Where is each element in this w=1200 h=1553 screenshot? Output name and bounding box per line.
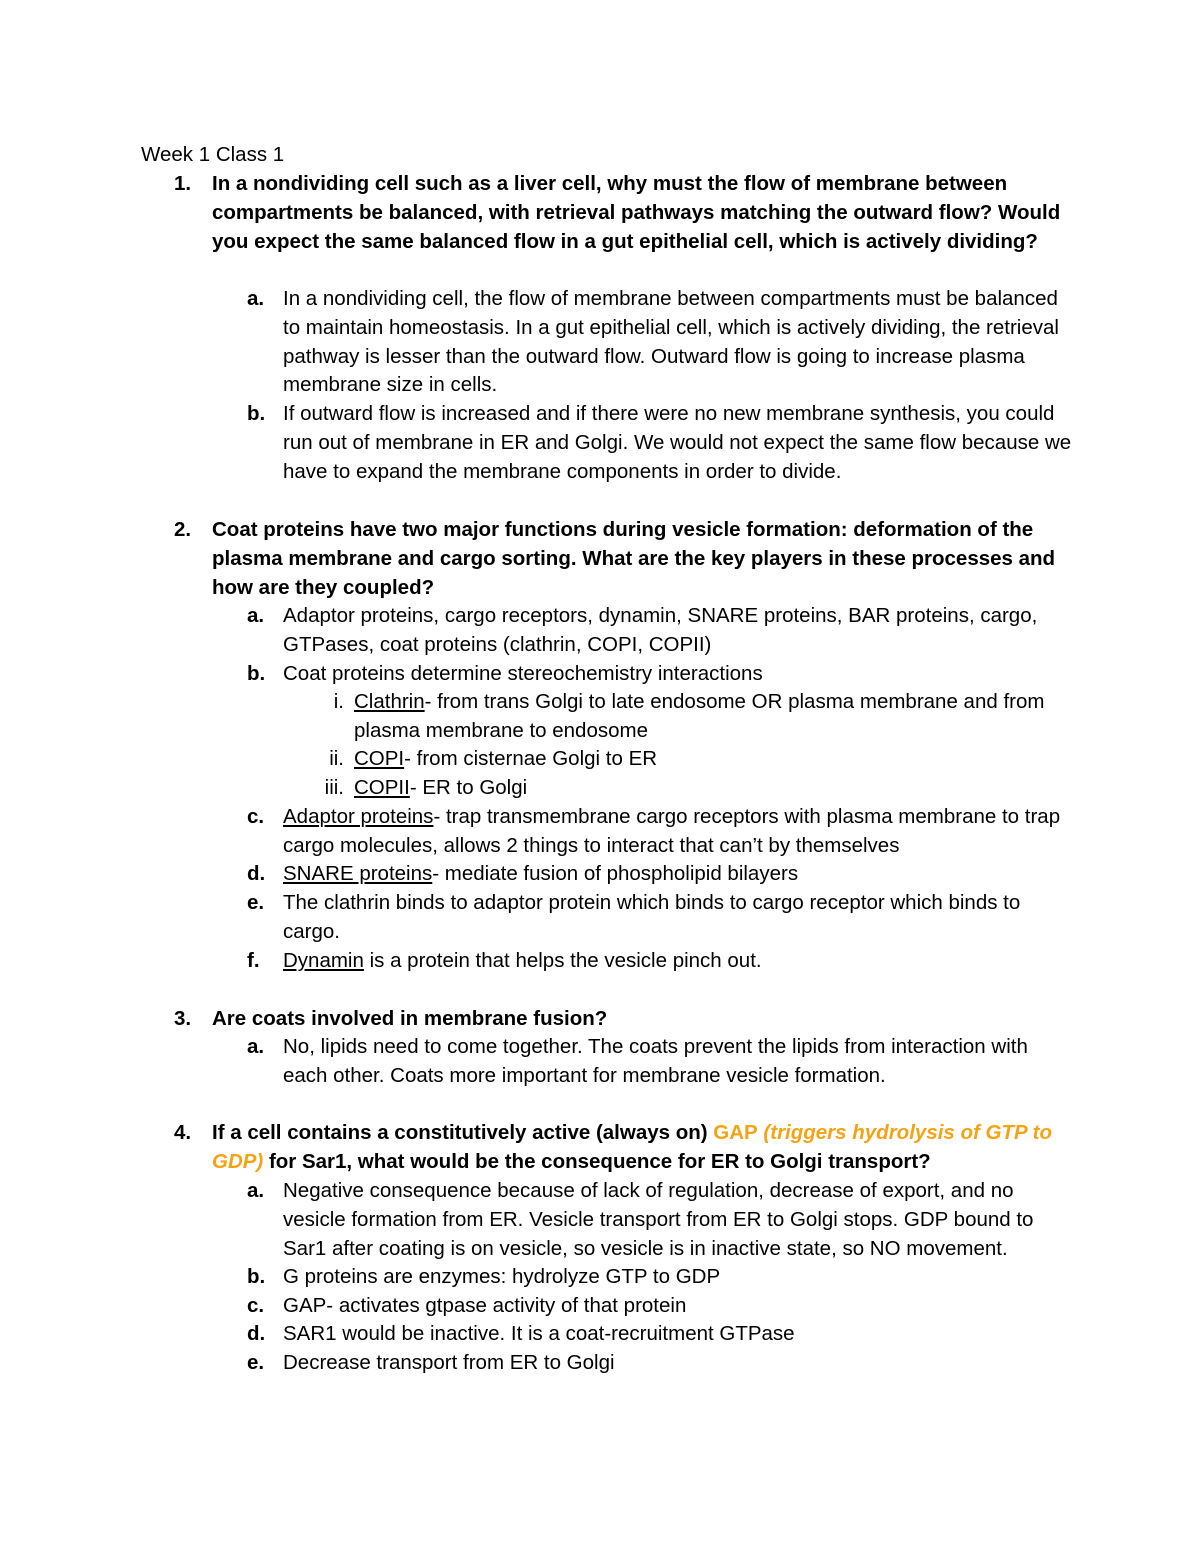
roman-numeral: iii. [324, 776, 344, 799]
answer-4e [247, 1349, 1073, 1378]
answer-text: No, lipids need to come together. The coats prevent the lipids from interaction with each other. Coats more important for membrane vesicle formation. [283, 1035, 1028, 1087]
answer-text: G proteins are enzymes: hydrolyze GTP to GDP [283, 1265, 721, 1288]
answer-letter: a. [247, 1035, 265, 1058]
answer-4c [247, 1292, 1073, 1321]
answer-text: - from cisternae Golgi to ER [404, 747, 658, 770]
term-copii: COPII [354, 776, 410, 799]
answer-text: Adaptor proteins, cargo receptors, dynamin, SNARE proteins, BAR proteins, cargo, GTPases, coat proteins (clathrin, COPI, COPII) [283, 604, 1038, 656]
answer-1b [247, 400, 1073, 486]
answer-text: Coat proteins determine stereochemistry interactions [283, 662, 763, 685]
answer-letter: b. [247, 662, 266, 685]
answer-letter: e. [247, 891, 265, 914]
answer-2c [247, 803, 1073, 861]
gap-note: (triggers hydrolysis of GTP to GDP) [212, 1121, 1052, 1173]
answer-letter: d. [247, 1322, 266, 1345]
answer-letter: c. [247, 1294, 265, 1317]
answer-3a [247, 1033, 1073, 1091]
question-1 [174, 170, 1072, 256]
question-number: 4. [174, 1121, 192, 1144]
question-number: 1. [174, 172, 192, 195]
answer-letter: a. [247, 604, 265, 627]
question-text: Are coats involved in membrane fusion? [212, 1007, 608, 1030]
term-snare-proteins: SNARE proteins [283, 862, 433, 885]
question-text: In a nondividing cell such as a liver cell, why must the flow of membrane between compartments be balanced, with retrieval pathways matching the outward flow? Would you expect the same balanced flow in a gut epithelial cell, which is actively dividing? [212, 172, 1061, 253]
answer-text: is a protein that helps the vesicle pinch out. [363, 949, 762, 972]
answer-2b-i [333, 688, 1072, 746]
answer-2b-iii [324, 774, 1072, 803]
answer-text: In a nondividing cell, the flow of membrane between compartments must be balanced to maintain homeostasis. In a gut epithelial cell, which is actively dividing, the retrieval pathway is lesser than the outward flow. Outward flow is going to increase plasma membrane size in cells. [283, 287, 1059, 397]
gap-highlight: GAP [713, 1121, 758, 1144]
answer-text: - trap transmembrane cargo receptors with plasma membrane to trap cargo molecules, allows 2 things to interact that can’t by themselves [283, 805, 1061, 857]
answer-2d [247, 860, 1073, 889]
term-clathrin: Clathrin [354, 690, 425, 713]
answer-text: - mediate fusion of phospholipid bilayers [432, 862, 799, 885]
roman-numeral: i. [333, 690, 344, 713]
question-2 [174, 516, 1072, 602]
answer-text: Decrease transport from ER to Golgi [283, 1351, 615, 1374]
term-copi: COPI [354, 747, 405, 770]
question-number: 2. [174, 518, 192, 541]
answer-text: - ER to Golgi [409, 776, 528, 799]
answer-letter: a. [247, 287, 265, 310]
answer-letter: b. [247, 1265, 266, 1288]
answer-text: SAR1 would be inactive. It is a coat-recruitment GTPase [283, 1322, 795, 1345]
roman-numeral: ii. [329, 747, 344, 770]
answer-letter: c. [247, 805, 265, 828]
question-4 [174, 1119, 1072, 1177]
answer-4d [247, 1320, 1073, 1349]
answer-letter: d. [247, 862, 266, 885]
answer-text: Negative consequence because of lack of regulation, decrease of export, and no vesicle formation from ER. Vesicle transport from ER to Golgi stops. GDP bound to Sar1 after coating is on vesicle, so vesicle is in inactive state, so NO movement. [283, 1179, 1034, 1260]
question-text-end: for Sar1, what would be the consequence for ER to Golgi transport? [263, 1149, 931, 1173]
term-adaptor-proteins: Adaptor proteins [283, 805, 434, 828]
question-text: Coat proteins have two major functions during vesicle formation: deformation of the plasma membrane and cargo sorting. What are the key players in these processes and how are they coupled? [212, 518, 1056, 599]
answer-text: If outward flow is increased and if there were no new membrane synthesis, you could run out of membrane in ER and Golgi. We would not expect the same flow because we have to expand the membrane components in order to divide. [283, 402, 1072, 483]
term-dynamin: Dynamin [283, 949, 364, 972]
answer-letter: a. [247, 1179, 265, 1202]
answer-1a [247, 285, 1073, 400]
question-number: 3. [174, 1007, 192, 1030]
answer-4b [247, 1263, 1073, 1292]
answer-text: GAP- activates gtpase activity of that protein [283, 1294, 687, 1317]
answer-letter: e. [247, 1351, 265, 1374]
document-title: Week 1 Class 1 [141, 143, 285, 166]
question-text: If a cell contains a constitutively active (always on) [212, 1121, 714, 1144]
answer-2b-ii [329, 745, 1072, 774]
answer-letter: f. [247, 949, 260, 972]
answer-letter: b. [247, 402, 266, 425]
answer-2b [247, 660, 1073, 689]
answer-2f [247, 947, 1073, 976]
answer-2e [247, 889, 1073, 947]
answer-text: - from trans Golgi to late endosome OR plasma membrane and from plasma membrane to endosome [354, 690, 1045, 742]
answer-text: The clathrin binds to adaptor protein which binds to cargo receptor which binds to cargo. [283, 891, 1021, 943]
question-3 [174, 1005, 1072, 1034]
answer-2a [247, 602, 1073, 660]
answer-4a [247, 1177, 1073, 1263]
